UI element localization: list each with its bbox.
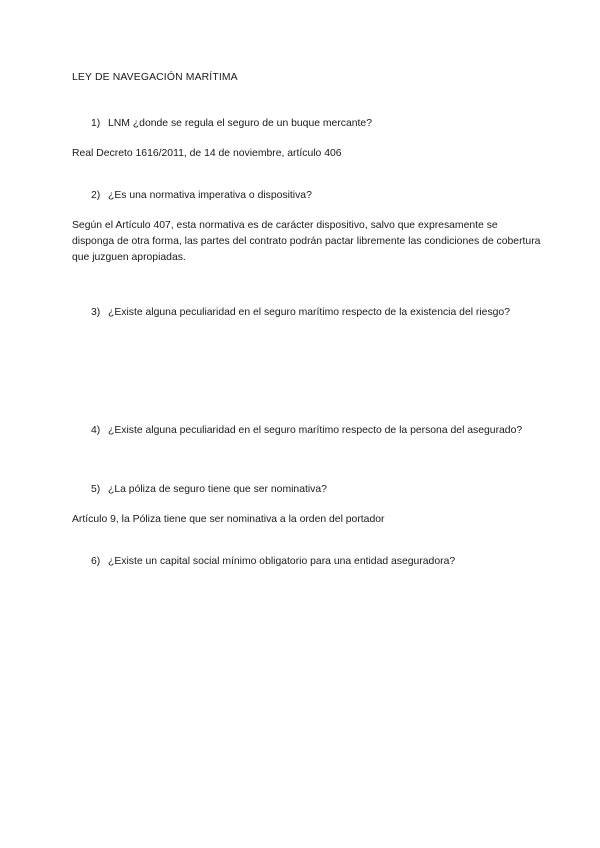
answer-1: Real Decreto 1616/2011, de 14 de noviembre, artículo 406 [72, 148, 342, 159]
question-1 [91, 116, 531, 132]
question-2 [91, 188, 531, 204]
question-4 [91, 423, 531, 439]
answer-2: Según el Artículo 407, esta normativa es de carácter dispositivo, salvo que expresamente se disponga de otra forma, las partes del contrato podrán pactar libremente las condiciones de cobertura que juzguen apropiadas. [72, 220, 541, 263]
question-number: 4) [91, 425, 101, 436]
question-text: ¿Es una normativa imperativa o dispositiva? [108, 190, 312, 201]
question-number: 1) [91, 118, 101, 129]
question-number: 5) [91, 484, 101, 495]
question-text: LNM ¿donde se regula el seguro de un buque mercante? [108, 118, 372, 129]
document-title: LEY DE NAVEGACIÓN MARÍTIMA [72, 72, 238, 83]
question-text: ¿La póliza de seguro tiene que ser nominativa? [108, 484, 327, 495]
answer-5: Artículo 9, la Póliza tiene que ser nominativa a la orden del portador [72, 514, 385, 525]
question-text: ¿Existe alguna peculiaridad en el seguro marítimo respecto de la persona del asegurado? [108, 425, 523, 436]
question-number: 2) [91, 190, 101, 201]
question-5 [91, 482, 531, 498]
question-text: ¿Existe alguna peculiaridad en el seguro marítimo respecto de la existencia del riesgo? [108, 307, 510, 318]
question-number: 3) [91, 307, 101, 318]
question-3 [91, 305, 531, 321]
question-6 [91, 554, 531, 570]
question-text: ¿Existe un capital social mínimo obligatorio para una entidad aseguradora? [108, 556, 456, 567]
question-number: 6) [91, 556, 101, 567]
